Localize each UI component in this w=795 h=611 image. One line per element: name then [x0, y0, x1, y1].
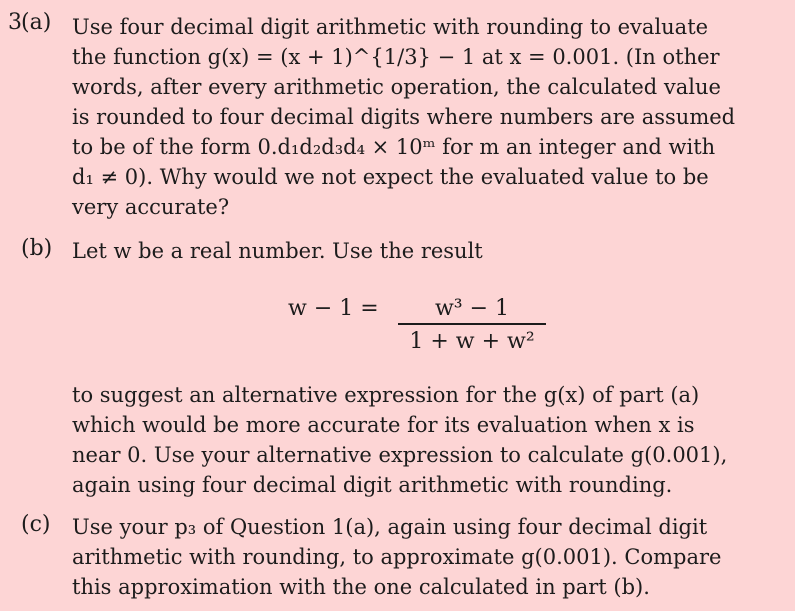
part-b-line: which would be more accurate for its evaluation when x is [72, 413, 695, 437]
part-a-label: (a) [21, 10, 52, 35]
part-a-line: words, after every arithmetic operation, the calculated value [72, 75, 721, 99]
part-a-line: is rounded to four decimal digits where numbers are assumed [72, 105, 736, 129]
part-a-line: the function g(x) = (x + 1)^{1/3} − 1 at x = 0.001. (In other [72, 45, 720, 69]
part-c-label: (c) [21, 512, 51, 537]
part-a-line: Use four decimal digit arithmetic with rounding to evaluate [72, 15, 709, 39]
part-c-line: arithmetic with rounding, to approximate g(0.001). Compare [72, 545, 722, 569]
equation-numerator: w³ − 1 [398, 296, 546, 325]
part-b-line: near 0. Use your alternative expression to calculate g(0.001), [72, 443, 728, 467]
part-b-label: (b) [21, 236, 53, 261]
part-b-text [72, 380, 727, 500]
question-number: 3 [8, 10, 22, 35]
part-a-line: d₁ ≠ 0). Why would we not expect the evaluated value to be [72, 165, 709, 189]
equation-denominator: 1 + w + w² [409, 329, 535, 354]
part-c-line: this approximation with the one calculated in part (b). [72, 575, 650, 599]
part-b-intro-line: Let w be a real number. Use the result [72, 239, 483, 263]
part-c-text [72, 512, 721, 602]
equation-lhs: w − 1 = [288, 296, 379, 321]
part-b-intro [72, 236, 483, 266]
part-a-text [72, 12, 735, 222]
part-b-line: again using four decimal digit arithmetic with rounding. [72, 473, 673, 497]
part-c-line: Use your p₃ of Question 1(a), again using four decimal digit [72, 515, 708, 539]
equation-fraction [398, 296, 546, 354]
part-b-line: to suggest an alternative expression for the g(x) of part (a) [72, 383, 700, 407]
part-a-line: very accurate? [72, 195, 230, 219]
part-a-line: to be of the form 0.d₁d₂d₃d₄ × 10ᵐ for m an integer and with [72, 135, 716, 159]
